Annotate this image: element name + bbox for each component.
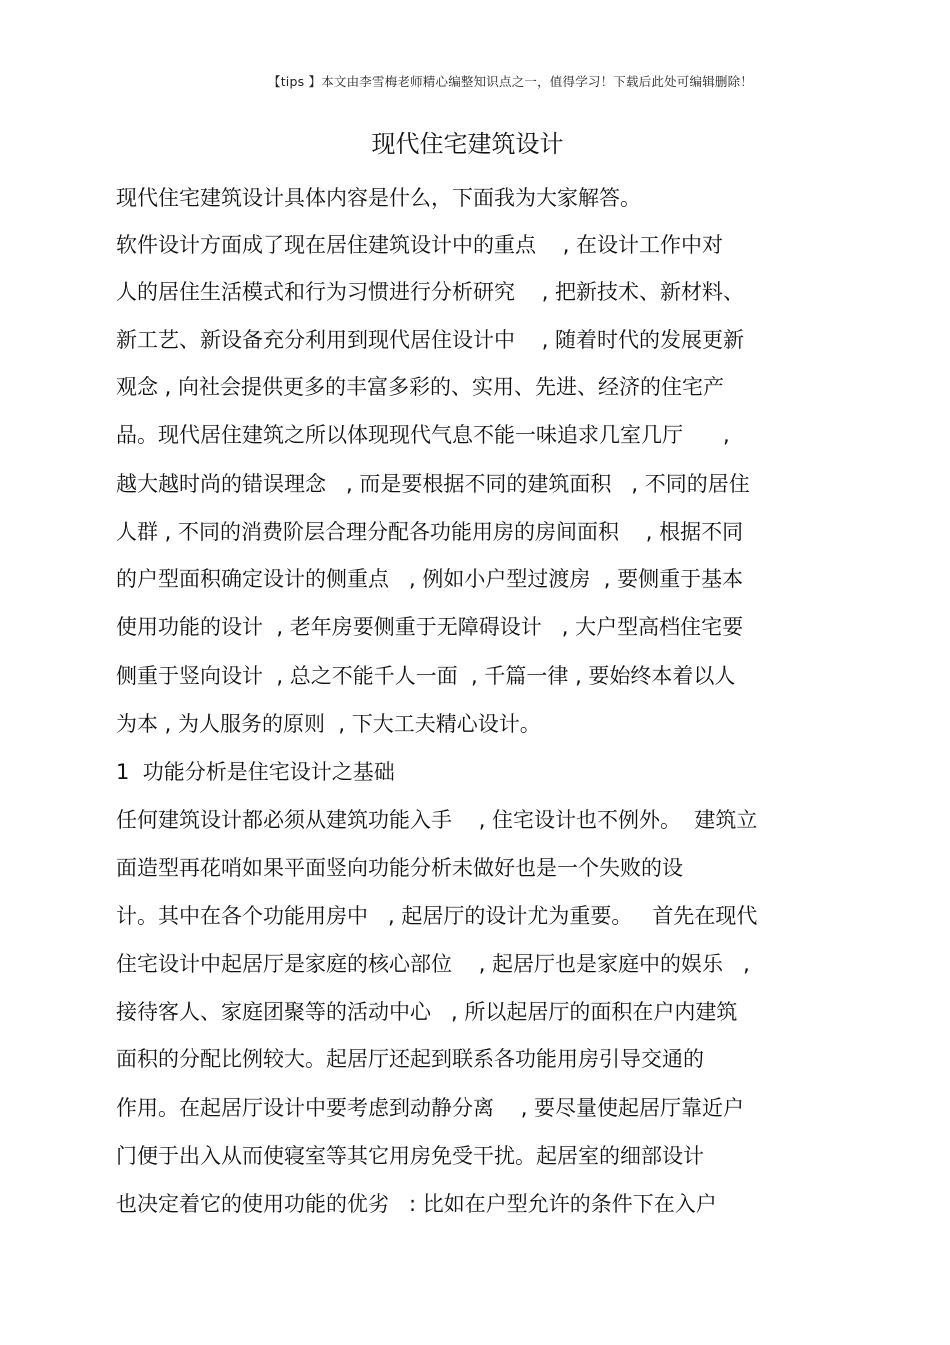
body-line: 作用。在起居厅设计中要考虑到动静分离 , 要尽量使起居厅靠近户 [116,1096,745,1120]
body-line: 现代住宅建筑设计具体内容是什么，下面我为大家解答。 [116,186,641,210]
body-line: 门便于出入从而使寝室等其它用房免受干扰。起居室的细部设计 [116,1144,704,1168]
body-line: 也决定着它的使用功能的优劣 : 比如在户型允许的条件下在入户 [116,1192,717,1216]
body-line: 人的居住生活模式和行为习惯进行分析研究 , 把新技术、新材料、 [116,280,745,304]
body-line: 的户型面积确定设计的侧重点 , 例如小户型过渡房 , 要侧重于基本 [116,567,744,591]
body-line: 接待客人、家庭团聚等的活动中心 , 所以起居厅的面积在户内建筑 [116,1000,738,1024]
body-line: 软件设计方面成了现在居住建筑设计中的重点 , 在设计工作中对 [116,233,724,257]
body-line: 使用功能的设计 , 老年房要侧重于无障碍设计 , 大户型高档住宅要 [116,615,744,639]
body-line: 品。现代居住建筑之所以体现现代气息不能一味追求几室几厅 , [116,423,730,447]
body-line: 侧重于竖向设计 , 总之不能千人一面 , 千篇一律 , 要始终本着以人 [116,664,736,688]
body-line: 计。其中在各个功能用房中 , 起居厅的设计尤为重要。 首先在现代 [116,904,758,928]
body-line: 越大越时尚的错误理念 , 而是要根据不同的建筑面积 , 不同的居住 [116,472,750,496]
body-line: 观念 , 向社会提供更多的丰富多彩的、实用、先进、经济的住宅产 [116,375,725,399]
document-title: 现代住宅建筑设计 [371,130,564,158]
body-line: 任何建筑设计都必须从建筑功能入手 , 住宅设计也不例外。 建筑立 [116,808,758,832]
section-heading: 1 功能分析是住宅设计之基础 [116,760,395,784]
body-line: 新工艺、新设备充分利用到现代居住设计中 , 随着时代的发展更新 [116,328,745,352]
body-line: 面造型再花哨如果平面竖向功能分析未做好也是一个失败的设 [116,856,683,880]
tips-header: 【tips 】本文由李雪梅老师精心编整知识点之一，值得学习！下载后此处可编辑删除！ [268,74,753,89]
body-line: 人群 , 不同的消费阶层合理分配各功能用房的房间面积 , 根据不同 [116,520,744,544]
body-line: 面积的分配比例较大。起居厅还起到联系各功能用房引导交通的 [116,1047,704,1071]
body-line: 为本 , 为人服务的原则 , 下大工夫精心设计。 [116,712,541,736]
body-line: 住宅设计中起居厅是家庭的核心部位 , 起居厅也是家庭中的娱乐 , [116,952,750,976]
